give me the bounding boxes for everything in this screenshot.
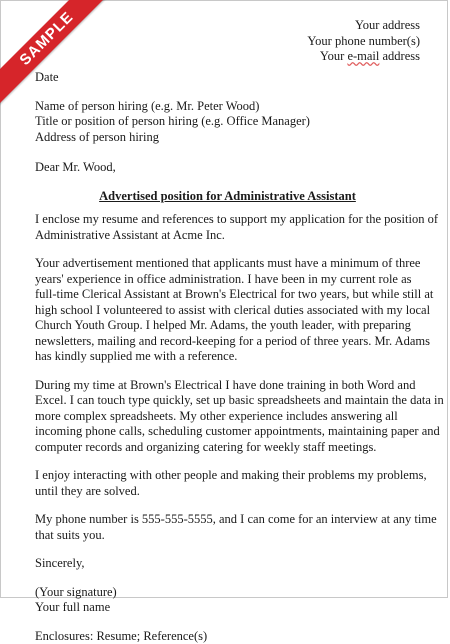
closing: Sincerely,: [35, 556, 420, 572]
paragraph-experience: [35, 256, 420, 365]
paragraph-interpersonal: [35, 468, 420, 499]
sample-banner-label: SAMPLE: [0, 0, 110, 108]
recipient-name: Name of person hiring (e.g. Mr. Peter Wood): [35, 99, 420, 115]
recipient-address: Address of person hiring: [35, 130, 420, 146]
paragraph-line: years' experience in office administration. I have been in my current role as: [35, 272, 420, 288]
paragraph-line: newsletters, mailing and record-keeping for a period of three years. Mr. Adams: [35, 334, 420, 350]
sender-address: Your address: [307, 18, 420, 34]
paragraph-line: Your advertisement mentioned that applicants must have a minimum of three: [35, 256, 420, 272]
paragraph-line: Excel. I can touch type quickly, set up basic spreadsheets and maintain the data in: [35, 393, 420, 409]
paragraph-line: incoming phone calls, scheduling customer appointments, maintaining paper and: [35, 424, 420, 440]
sender-email: [307, 49, 420, 65]
letter-body: [35, 70, 420, 644]
recipient-title: Title or position of person hiring (e.g. Office Manager): [35, 114, 420, 130]
subject-line: Advertised position for Administrative Assistant: [35, 189, 420, 205]
paragraph-line: My phone number is 555-555-5555, and I can come for an interview at any time: [35, 512, 420, 528]
enclosures: Enclosures: Resume; Reference(s): [35, 629, 420, 644]
paragraph-line: I enclose my resume and references to support my application for the position of: [35, 212, 420, 228]
full-name: Your full name: [35, 600, 420, 616]
paragraph-line: Church Youth Group. I helped Mr. Adams, the youth leader, with preparing: [35, 318, 420, 334]
paragraph-line: more complex spreadsheets. My other experience includes answering all: [35, 409, 420, 425]
sender-email-word: e-mail: [347, 49, 379, 63]
paragraph-line: I enjoy interacting with other people and making their problems my problems,: [35, 468, 420, 484]
sender-email-suffix: address: [379, 49, 420, 63]
paragraph-line: During my time at Brown's Electrical I have done training in both Word and: [35, 378, 420, 394]
paragraph-line: Administrative Assistant at Acme Inc.: [35, 228, 420, 244]
paragraph-line: until they are solved.: [35, 484, 420, 500]
letter-date: Date: [35, 70, 420, 86]
paragraph-skills: [35, 378, 420, 456]
sender-email-prefix: Your: [320, 49, 348, 63]
paragraph-application: [35, 212, 420, 243]
paragraph-line: that suits you.: [35, 528, 420, 544]
paragraph-line: has kindly supplied me with a reference.: [35, 349, 420, 365]
recipient-block: [35, 99, 420, 146]
paragraph-line: computer records and organizing catering for weekly staff meetings.: [35, 440, 420, 456]
signature: (Your signature): [35, 585, 420, 601]
sender-phone: Your phone number(s): [307, 34, 420, 50]
paragraph-line: full-time Clerical Assistant at Brown's Electrical for two years, but while still at: [35, 287, 420, 303]
paragraph-contact: [35, 512, 420, 543]
sender-block: [307, 18, 420, 65]
salutation: Dear Mr. Wood,: [35, 160, 420, 176]
paragraph-line: high school I volunteered to assist with clerical duties associated with my local: [35, 303, 420, 319]
